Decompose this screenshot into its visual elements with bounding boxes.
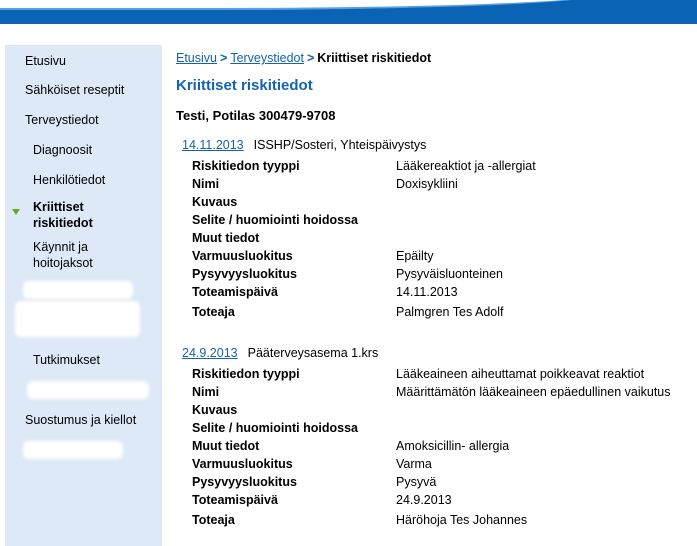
breadcrumb-home-link[interactable]: Etusivu	[176, 51, 217, 65]
breadcrumb	[176, 51, 431, 65]
sidebar-item-kriittiset-riskitiedot[interactable]: Kriittiset riskitiedot	[33, 200, 93, 230]
row-label: Toteaja	[192, 305, 235, 319]
breadcrumb-terveystiedot-link[interactable]: Terveystiedot	[230, 51, 304, 65]
redacted-nav-item	[23, 441, 123, 459]
row-label: Muut tiedot	[192, 231, 260, 245]
row-value: 24.9.2013	[396, 493, 452, 507]
row-label: Selite / huomiointi hoidossa	[192, 421, 358, 435]
row-label: Toteaja	[192, 513, 235, 527]
row-value: Pysyväisluonteinen	[396, 267, 504, 281]
row-label: Selite / huomiointi hoidossa	[192, 213, 358, 227]
breadcrumb-current: Kriittiset riskitiedot	[317, 51, 432, 65]
row-label: Pysyvyysluokitus	[192, 267, 297, 281]
row-value: Doxisykliini	[396, 177, 458, 191]
breadcrumb-separator: >	[306, 51, 315, 65]
row-value: Amoksicillin- allergia	[396, 439, 510, 453]
row-label: Nimi	[192, 385, 220, 399]
top-banner	[0, 0, 697, 24]
redacted-nav-item	[27, 381, 149, 399]
row-value: Määrittämätön lääkeaineen epäedullinen vaikutus	[396, 385, 671, 399]
sidebar-item-etusivu[interactable]: Etusivu	[25, 54, 66, 68]
sidebar-item-kaynnit-ja-hoitojaksot[interactable]: Käynnit ja hoitojaksot	[33, 240, 93, 270]
row-value: Häröhoja Tes Johannes	[396, 513, 528, 527]
redacted-nav-item	[15, 301, 140, 337]
row-label: Toteamispäivä	[192, 493, 278, 507]
row-label: Riskitiedon tyyppi	[192, 159, 300, 173]
sidebar	[5, 45, 162, 546]
row-label: Riskitiedon tyyppi	[192, 367, 300, 381]
row-label: Kuvaus	[192, 195, 238, 209]
entry-unit: Pääterveysasema 1.krs	[247, 346, 379, 360]
sidebar-item-tutkimukset[interactable]: Tutkimukset	[33, 353, 100, 367]
entry-header	[182, 346, 378, 360]
breadcrumb-separator: >	[220, 51, 228, 65]
active-arrow-icon	[12, 209, 20, 215]
row-label: Nimi	[192, 177, 220, 191]
row-value: 14.11.2013	[396, 285, 458, 299]
row-value: Palmgren Tes Adolf	[396, 305, 504, 319]
patient-info: Testi, Potilas 300479-9708	[176, 108, 336, 123]
redacted-nav-item	[23, 281, 133, 299]
sidebar-item-terveystiedot[interactable]: Terveystiedot	[25, 113, 99, 127]
row-value: Lääkereaktiot ja -allergiat	[396, 159, 536, 173]
row-label: Varmuusluokitus	[192, 457, 293, 471]
entry-unit: ISSHP/Sosteri, Yhteispäivystys	[253, 138, 427, 152]
sidebar-item-sahkoiset-reseptit[interactable]: Sähköiset reseptit	[25, 83, 125, 97]
row-label: Muut tiedot	[192, 439, 260, 453]
sidebar-item-diagnoosit[interactable]: Diagnoosit	[33, 143, 93, 157]
sidebar-item-henkilotiedot[interactable]: Henkilötiedot	[33, 173, 106, 187]
row-value: Pysyvä	[396, 475, 437, 489]
row-value: Epäilty	[396, 249, 434, 263]
page-title: Kriittiset riskitiedot	[176, 77, 313, 94]
sidebar-item-suostumus-ja-kiellot[interactable]: Suostumus ja kiellot	[25, 413, 137, 427]
row-value: Lääkeaineen aiheuttamat poikkeavat reaktiot	[396, 367, 645, 381]
entry-date-link[interactable]: 14.11.2013	[182, 138, 244, 152]
top-banner-curve	[0, 0, 600, 10]
row-label: Varmuusluokitus	[192, 249, 293, 263]
entry-date-link[interactable]: 24.9.2013	[182, 346, 238, 360]
entry-header	[182, 138, 426, 152]
row-label: Toteamispäivä	[192, 285, 278, 299]
row-label: Pysyvyysluokitus	[192, 475, 297, 489]
row-label: Kuvaus	[192, 403, 238, 417]
row-value: Varma	[396, 457, 432, 471]
